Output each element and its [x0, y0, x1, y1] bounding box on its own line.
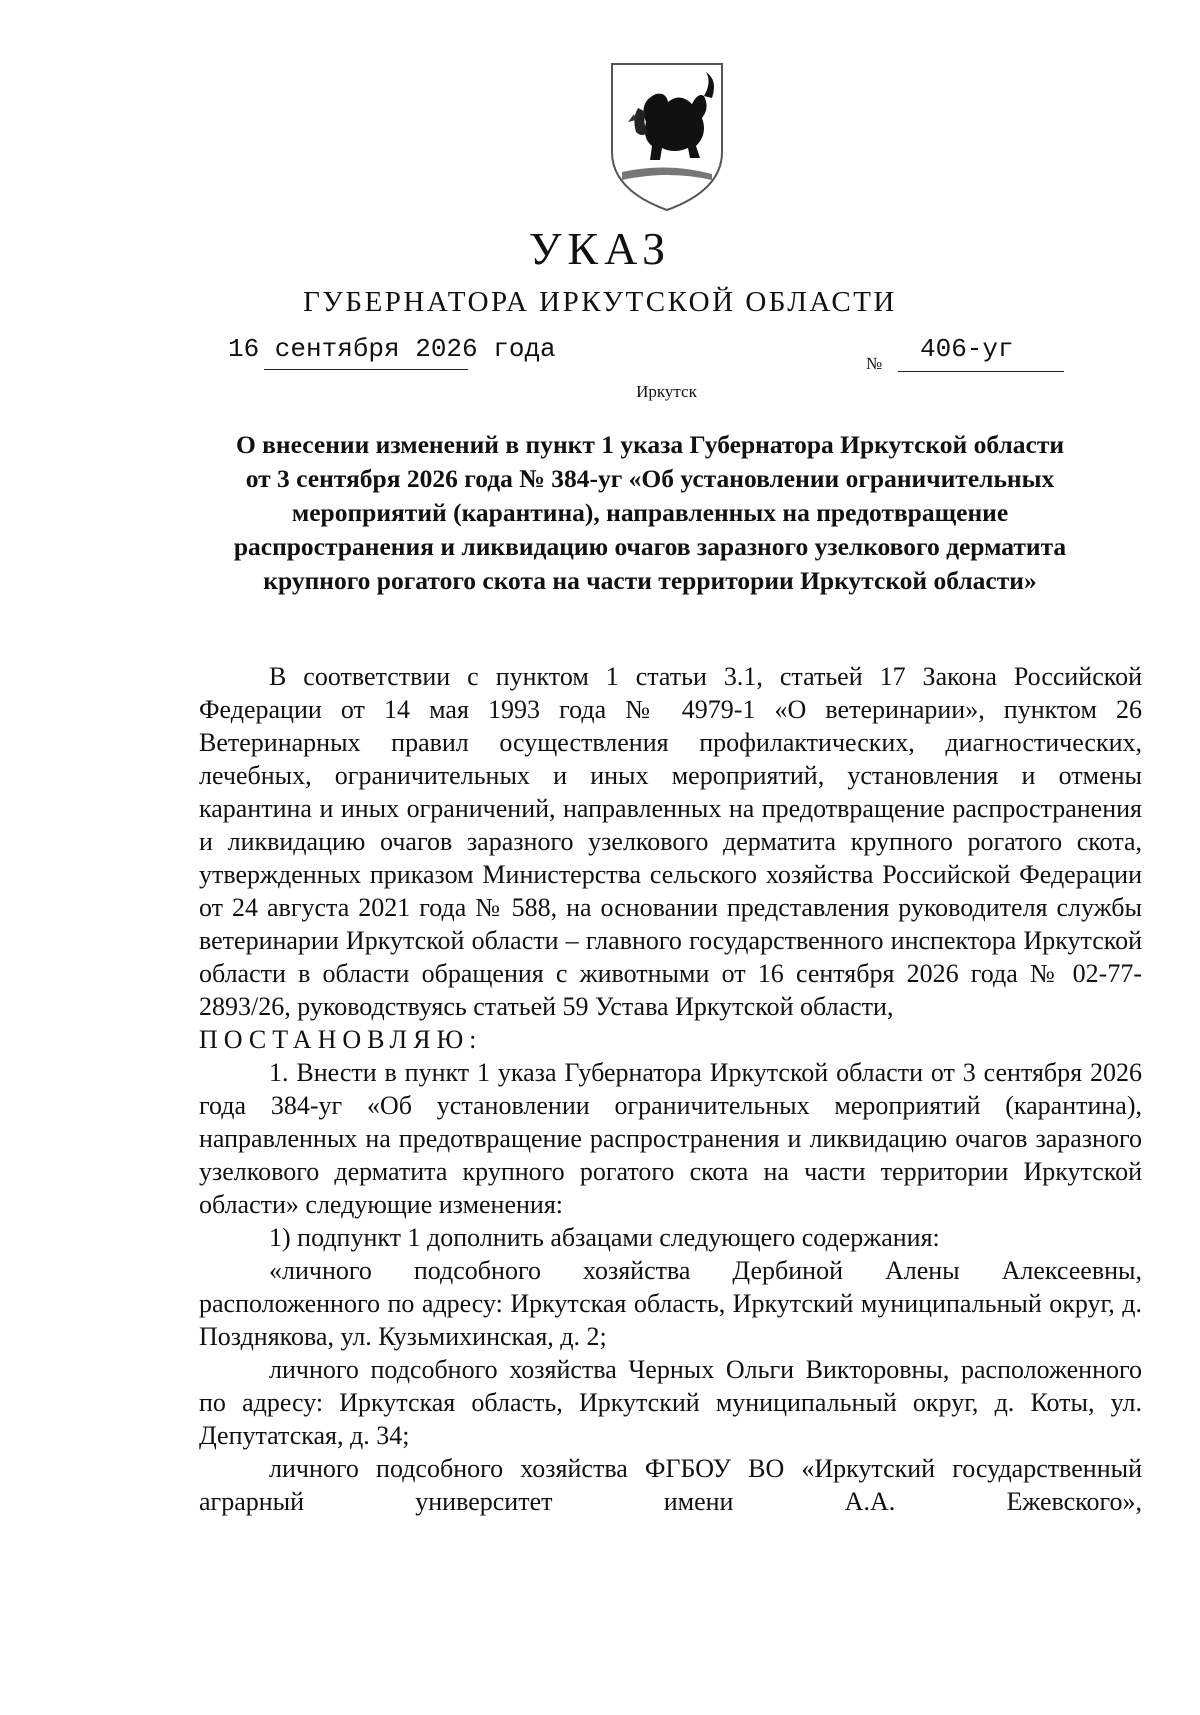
coat-of-arms-icon [608, 62, 726, 212]
heading-line: распространения и ликвидацию очагов заразного узелкового дерматита [233, 532, 1067, 561]
document-number: 406-уг [920, 334, 1014, 364]
addition-paragraph-b: личного подсобного хозяйства Черных Ольги Викторовны, расположенного по адресу: Иркутская область, Иркутский муниципальный округ, д. Коты, ул. Депутатская, д. 34; [199, 1355, 1142, 1450]
subitem-1-paragraph: 1) подпункт 1 дополнить абзацами следующего содержания: [269, 1223, 940, 1252]
addition-paragraph-c: личного подсобного хозяйства ФГБОУ ВО «Иркутский государственный аграрный университет имени А.А. Ежевского», [199, 1454, 1142, 1516]
document-date: 16 сентября 2026 года [228, 334, 556, 364]
city-name: Иркутск [636, 382, 697, 401]
number-label: № [866, 354, 883, 373]
issuer-title: ГУБЕРНАТОРА ИРКУТСКОЙ ОБЛАСТИ [303, 286, 897, 318]
document-body [199, 660, 1142, 1518]
number-underline [898, 371, 1064, 372]
document-heading [160, 428, 1140, 598]
heading-line: О внесении изменений в пункт 1 указа Губернатора Иркутской области [235, 430, 1065, 459]
decree-word: ПОСТАНОВЛЯЮ: [199, 1025, 483, 1054]
document-type: УКАЗ [528, 223, 672, 274]
addition-paragraph-a: «личного подсобного хозяйства Дербиной Алены Алексеевны, расположенного по адресу: Иркутская область, Иркутский муниципальный округ, д. Позднякова, ул. Кузьмихинская, д. 2; [199, 1256, 1142, 1351]
heading-line: мероприятий (карантина), направленных на предотвращение [291, 498, 1009, 527]
heading-line: от 3 сентября 2026 года № 384-уг «Об установлении ограничительных [245, 464, 1055, 493]
preamble-paragraph: В соответствии с пунктом 1 статьи 3.1, статьей 17 Закона Российской Федерации от 14 мая 1993 года № 4979-1 «О ветеринарии», пунктом 26 Ветеринарных правил осуществления профилактических, диагностических, лечебных, ограничительных и иных мероприятий, установления и отмены карантина и иных ограничений, направленных на предотвращение распространения и ликвидацию очагов заразного узелкового дерматита крупного рогатого скота, утвержденных приказом Министерства сельского хозяйства Российской Федерации от 24 августа 2021 года № 588, на основании представления руководителя службы ветеринарии Иркутской области – главного государственного инспектора Иркутской области в области обращения с животными от 16 сентября 2026 года № 02-77-2893/26, руководствуясь статьей 59 Устава Иркутской области, [199, 662, 1142, 1021]
item-1-paragraph: 1. Внести в пункт 1 указа Губернатора Иркутской области от 3 сентября 2026 года 384-уг «Об установлении ограничительных мероприятий (карантина), направленных на предотвращение распространения и ликвидацию очагов заразного узелкового дерматита крупного рогатого скота на части территории Иркутской области» следующие изменения: [199, 1058, 1142, 1219]
date-underline [264, 369, 468, 370]
heading-line: крупного рогатого скота на части территории Иркутской области» [263, 566, 1037, 595]
